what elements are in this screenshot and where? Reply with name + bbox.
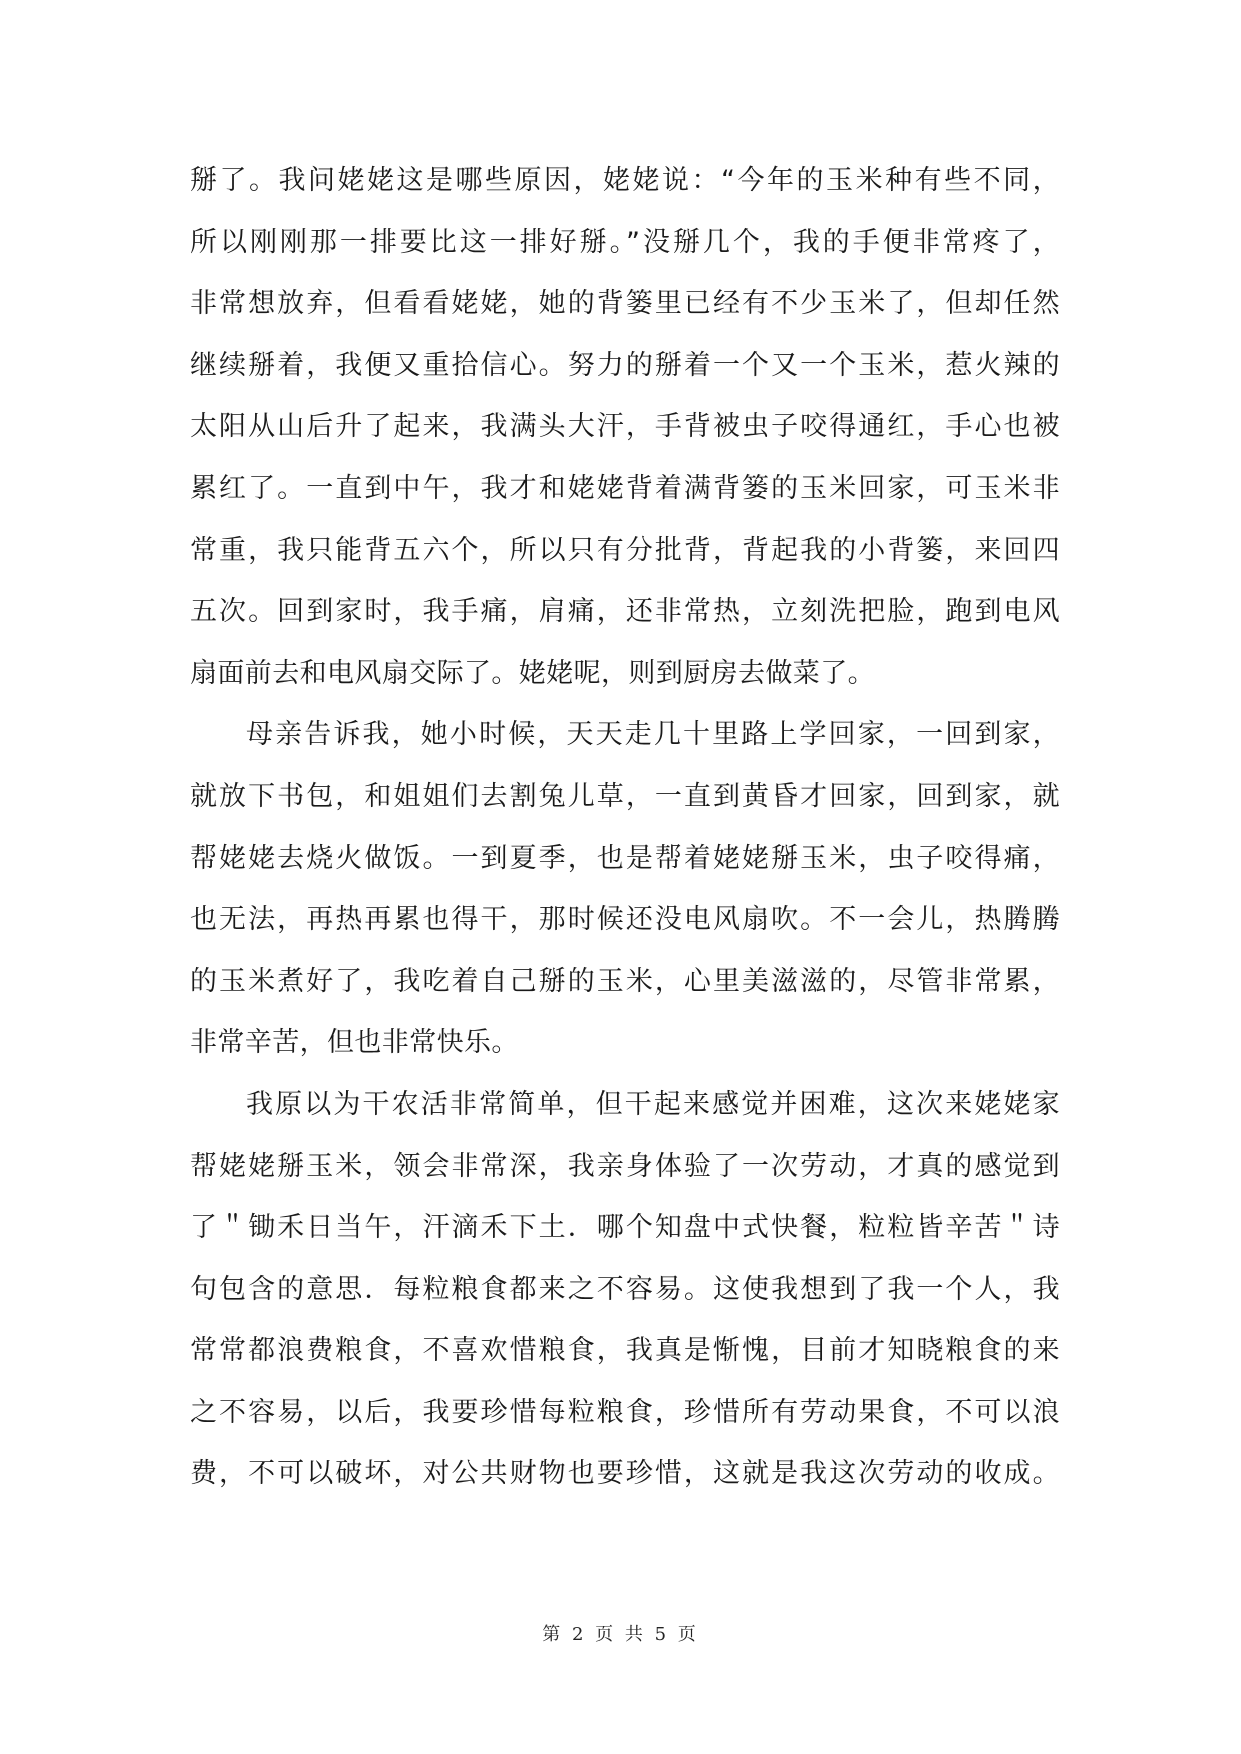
text-line: 就放下书包，和姐姐们去割兔儿草，一直到黄昏才回家，回到家，就: [190, 780, 1060, 812]
text-line: 所以刚刚那一排要比这一排好掰。”没掰几个，我的手便非常疼了，: [190, 226, 1060, 258]
text-line: 也无法，再热再累也得干，那时候还没电风扇吹。不一会儿，热腾腾: [190, 904, 1060, 936]
text-line: 常常都浪费粮食，不喜欢惜粮食，我真是惭愧，目前才知晓粮食的来: [190, 1335, 1060, 1367]
document-body: [190, 150, 1060, 1505]
text-line: 继续掰着，我便又重拾信心。努力的掰着一个又一个玉米，惹火辣的: [190, 349, 1060, 381]
page-number-footer: 第 2 页 共 5 页: [542, 1624, 699, 1645]
text-line: 非常辛苦，但也非常快乐。: [190, 1027, 519, 1059]
text-line: 非常想放弃，但看看姥姥，她的背篓里已经有不少玉米了，但却任然: [190, 288, 1060, 320]
text-line: 了＂锄禾日当午，汗滴禾下土．哪个知盘中式快餐，粒粒皆辛苦＂诗: [190, 1212, 1060, 1244]
text-line: 太阳从山后升了起来，我满头大汗，手背被虫子咬得通红，手心也被: [190, 411, 1060, 443]
text-line: 母亲告诉我，她小时候，天天走几十里路上学回家，一回到家，: [246, 719, 1060, 751]
text-line: 之不容易，以后，我要珍惜每粒粮食，珍惜所有劳动果食，不可以浪: [190, 1396, 1060, 1428]
text-line: 扇面前去和电风扇交际了。姥姥呢，则到厨房去做菜了。: [190, 657, 875, 689]
text-line: 帮姥姥掰玉米，领会非常深，我亲身体验了一次劳动，才真的感觉到: [190, 1150, 1060, 1182]
text-line: 的玉米煮好了，我吃着自己掰的玉米，心里美滋滋的，尽管非常累，: [190, 965, 1060, 997]
text-line: 费，不可以破坏，对公共财物也要珍惜，这就是我这次劳动的收成。: [190, 1458, 1060, 1490]
text-line: 五次。回到家时，我手痛，肩痛，还非常热，立刻洗把脸，跑到电风: [190, 596, 1060, 628]
text-line: 常重，我只能背五六个，所以只有分批背，背起我的小背篓，来回四: [190, 534, 1060, 566]
text-line: 掰了。我问姥姥这是哪些原因，姥姥说：“今年的玉米种有些不同，: [190, 165, 1060, 196]
text-line: 帮姥姥去烧火做饭。一到夏季，也是帮着姥姥掰玉米，虫子咬得痛，: [190, 842, 1060, 874]
text-line: 句包含的意思．每粒粮食都来之不容易。这使我想到了我一个人，我: [190, 1273, 1060, 1305]
text-line: 累红了。一直到中午，我才和姥姥背着满背篓的玉米回家，可玉米非: [190, 472, 1060, 504]
text-line: 我原以为干农活非常简单，但干起来感觉并困难，这次来姥姥家: [246, 1088, 1060, 1120]
